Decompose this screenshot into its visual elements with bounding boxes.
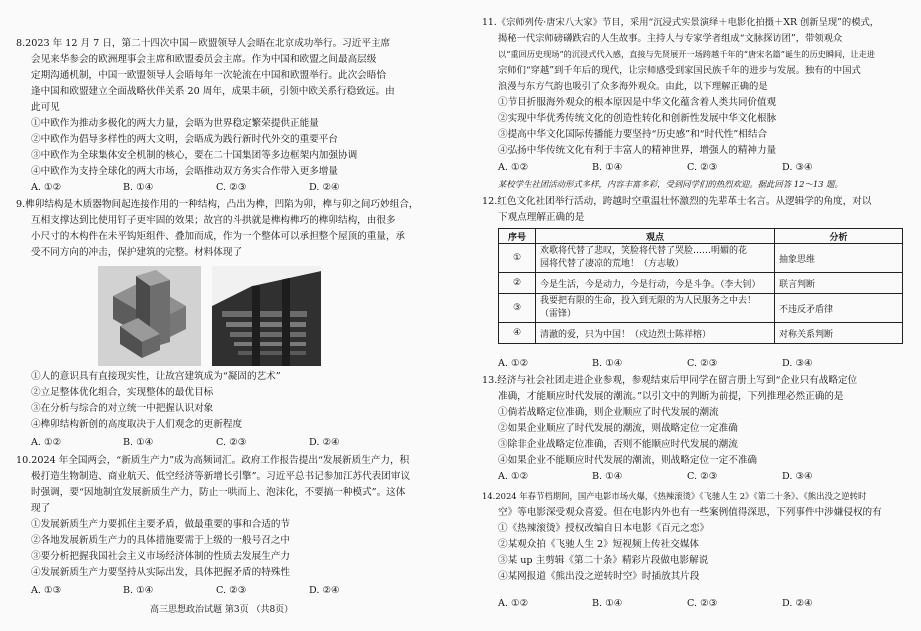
q13-answer-d: D. ③④ (782, 471, 813, 482)
q10-option: ④发展新质生产力要坚持从实际出发，具体把握矛盾的特殊性 (31, 567, 291, 578)
q9-answer-c: C. ②③ (216, 437, 247, 448)
q9-answer-d: D. ②④ (309, 437, 340, 448)
q10-line: 极打造生物制造、商业航天、低空经济等新增长引擎”。习近平总书记参加江苏代表团审议 (31, 471, 411, 482)
row-view-line: 我要把有限的生命，投入到无限的为人民服务之中去！ (540, 296, 757, 306)
page-footer: 高三思想政治试题 第3页 （共8页） (150, 605, 294, 615)
row-view (536, 294, 775, 323)
q13-answer-a: A. ①② (498, 471, 529, 482)
q8-line: 逢中国和欧盟建立全面战略伙伴关系 20 周年，成果丰硕，引领中欧关系行稳致远。由 (31, 86, 395, 97)
q14-answer-c: C. ②③ (687, 598, 718, 609)
row-no: ④ (499, 323, 536, 344)
q11-answer-c: C. ②③ (687, 162, 718, 173)
row-view (536, 273, 775, 294)
dougong-photo (212, 266, 321, 366)
row-analysis: 联言判断 (775, 273, 903, 294)
q8-option: ②中欧作为倡导多样性的两大文明，会晤成为践行新时代外交的重要平台 (31, 134, 338, 145)
q10-option: ③要分析把握我国社会主义市场经济体制的性质去发展生产力 (31, 551, 291, 562)
q14-answer-b: B. ①④ (592, 598, 623, 609)
group-intro: 某校学生社团活动形式多样，内容丰富多彩，受到同学们的热烈欢迎。据此回答 12～13 题。 (498, 179, 843, 189)
q13-line: 准确，才能顺应时代发展的潮流。”以引文中的判断为前提，下列推理必然正确的是 (498, 391, 844, 402)
q13-answer-c: C. ②③ (687, 471, 718, 482)
q8-line: 定期沟通机制，中国一欧盟领导人会晤每年一次轮流在中国和欧盟举行。此次会晤恰 (31, 70, 386, 81)
q9-line: 9.榫卯结构是木质器物间起连接作用的一种结构，凸出为榫，凹陷为卯，榫与卯之间巧妙组合， (16, 199, 419, 210)
q10-line: 时强调，要“因地制宜发展新质生产力，防止一哄而上、泡沫化，不要搞一种模式”。这体 (31, 487, 406, 498)
q8-answer-d: D. ②④ (309, 182, 340, 193)
header-view: 观点 (536, 229, 775, 244)
q9-option: ④榫卯结构新创的高度取决于人们观念的更新程度 (31, 419, 243, 430)
q13-answer-b: B. ①④ (592, 471, 623, 482)
q14-answer-a: A. ①② (498, 598, 529, 609)
q11-answer-b: B. ①④ (592, 162, 623, 173)
table-row (499, 273, 903, 294)
q12-answer-d: D. ③④ (782, 358, 813, 369)
q8-answer-b: B. ①④ (123, 182, 154, 193)
q13-option: ③除非企业战略定位准确，否则不能顺应时代发展的潮流 (498, 439, 738, 450)
q8-line: 会见来华参会的欧洲理事会主席和欧盟委员会主席。作为中国和欧盟之间最高层级 (31, 54, 377, 65)
q12-table (498, 228, 903, 344)
q11-line: 以“重回历史现场”的沉浸式代入感，直接与先贤展开一场跨越千年的“唐宋名篇”诞生的历史瞬间，让走进 (498, 49, 875, 59)
q8-option: ③中欧作为全球集体安全机制的核心，要在二十国集团等多边框架内加强协调 (31, 150, 358, 161)
q9-answer-a: A. ①② (31, 437, 62, 448)
q8-line: 8.2023 年 12 月 7 日，第二十四次中国－欧盟领导人会晤在北京成功举行。习近平主席 (16, 38, 391, 49)
mortise-tenon-image (98, 266, 201, 366)
q12-answer-c: C. ②③ (687, 358, 718, 369)
q14-option: ②某观众拍《飞驰人生 2》短视频上传社交媒体 (498, 539, 700, 550)
q11-answer-d: D. ③④ (782, 162, 813, 173)
q8-line: 此可见 (31, 102, 60, 113)
q9-line: 小尺寸的木构件在未平钩矩组件、叠加而成，作为一个整体可以承担整个屋顶的重量，承 (31, 231, 406, 242)
q11-option: ①节目折服海外观众的根本原因是中华文化蕴含着人类共同价值观 (498, 97, 777, 108)
row-analysis: 对称关系判断 (775, 323, 903, 344)
q10-option: ②各地发展新质生产力的具体措施要需于上级的一般号召之中 (31, 535, 291, 546)
q11-option: ②实现中华优秀传统文化的创造性转化和创新性发展中华文化根脉 (498, 113, 777, 124)
q13-option: ②如果企业顺应了时代发展的潮流，则战略定位一定准确 (498, 423, 738, 434)
q13-option: ①倘若战略定位准确，则企业顺应了时代发展的潮流 (498, 407, 719, 418)
q14-option: ①《热辣滚烫》授权改编自日本电影《百元之恋》 (498, 523, 710, 534)
q10-option: ①发展新质生产力要抓住主要矛盾，做最重要的事和合适的节 (31, 519, 291, 530)
q14-line: 空》等电影深受观众喜爱。但在电影内外也有一些案例值得深思，下列事件中涉嫌侵权的有 (498, 507, 882, 518)
q10-answer-d: D. ②④ (309, 585, 340, 596)
table-row (499, 244, 903, 273)
q8-answer-a: A. ①② (31, 182, 62, 193)
q9-line: 互相支撑达到比使用钉子更牢固的效果；故宫的斗拱就是榫构榫巧的榫卯结构，由很多 (31, 215, 396, 226)
q10-answer-a: A. ①③ (31, 585, 62, 596)
row-analysis: 不违反矛盾律 (775, 294, 903, 323)
table-row (499, 294, 903, 323)
q9-answer-b: B. ①④ (123, 437, 154, 448)
row-analysis: 抽象思维 (775, 244, 903, 273)
q8-answer-c: C. ②③ (216, 182, 247, 193)
q14-option: ④某网报道《熊出没之逆转时空》时插放其片段 (498, 571, 700, 582)
q10-answer-c: C. ②③ (216, 585, 247, 596)
table-header-row (499, 229, 903, 244)
left-column (0, 0, 455, 631)
q11-option: ③提高中华文化国际传播能力要坚持“历史感”和“时代性”相结合 (498, 129, 768, 140)
q11-line: 浪漫与东方气韵也吸引了众多海外观众。由此，以下理解正确的是 (498, 81, 768, 92)
table-row (499, 323, 903, 344)
q11-answer-a: A. ①② (498, 162, 529, 173)
header-analysis: 分析 (775, 229, 903, 244)
q8-option: ④中欧作为支持全球化的两大市场，会晤推动双方务实合作带入更多增量 (31, 166, 338, 177)
q12-answer-b: B. ①④ (592, 358, 623, 369)
q14-line: 14.2024 年春节档期间，国产电影市场火爆，《热辣滚烫》《飞驰人生 2》《第二十条》、《熊出没之逆转时 (482, 491, 867, 501)
q12-line: 下观点理解正确的是 (498, 212, 585, 223)
q13-line: 13.经济与社会社团走进企业参观，参观结束后甲同学在留言册上写到“企业只有战略定位 (482, 375, 858, 386)
q12-line: 12.红色文化社团举行活动，跨越时空重温壮怀激烈的先辈革士名言。从逻辑学的角度，对以 (482, 196, 872, 207)
row-view (536, 244, 775, 273)
row-view-line: 欢歌将代替了悲叹，笑脸将代替了哭脸……明媚的花 (540, 246, 748, 256)
q12-answer-a: A. ①② (498, 358, 529, 369)
row-view-line: （雷锋） (540, 309, 577, 319)
row-view-line: 园将代替了凄凉的荒地！（方志敏） (540, 259, 685, 269)
q10-line: 10.2024 年全国两会，“新质生产力”成为高频词汇。政府工作报告提出“发展新质生产力，积 (16, 455, 410, 466)
q13-option: ④如果企业不能顺应时代发展的潮流，则战略定位一定不准确 (498, 455, 758, 466)
q11-option: ④弘扬中华传统文化有利于丰富人的精神世界，增强人的精神力量 (498, 145, 777, 156)
row-no: ③ (499, 294, 536, 323)
row-no: ② (499, 273, 536, 294)
row-view-line: 今是生活，今是动力，今是行动，今是斗争。（李大钊） (540, 279, 761, 290)
q8-option: ①中欧作为推动多极化的两大力量，会晤为世界稳定繁荣提供正能量 (31, 118, 319, 129)
q10-answer-b: B. ①④ (123, 585, 154, 596)
right-column (462, 0, 921, 631)
q9-option: ①人的意识具有直接现实性，让故宫建筑成为“凝固的艺术” (31, 371, 281, 382)
row-view-line: 清澈的爱，只为中国！（戍边烈士陈祥榕） (540, 329, 712, 340)
q11-line: 宗师们“穿越”到千年后的现代，让宗师感受到家国民族千年的进步与发展。独有的中国式 (498, 65, 861, 76)
q9-line: 受不同方向的冲击，保护建筑的完整。材料体现了 (31, 247, 243, 258)
q9-option: ③在分析与综合的对立统一中把握认识对象 (31, 403, 214, 414)
q14-answer-d: D. ②④ (782, 598, 813, 609)
q9-option: ②立足整体优化组合，实现整体的最优目标 (31, 387, 214, 398)
row-view (536, 323, 775, 344)
q10-line: 现了 (31, 503, 51, 514)
row-no: ① (499, 244, 536, 273)
q11-line: 11.《宗师列传·唐宋八大家》节目，采用“沉浸式实景演绎＋电影化拍摄＋XR 创新呈现”的模式， (482, 17, 880, 28)
header-no: 序号 (499, 229, 536, 244)
q14-option: ③某 up 主剪辑《第二十条》精彩片段做电影解说 (498, 555, 709, 566)
q11-line: 揭秘一代宗师磅礴跌宕的人生故事。主持人与专家学者组成“文脉探访团”，带领观众 (498, 33, 843, 44)
